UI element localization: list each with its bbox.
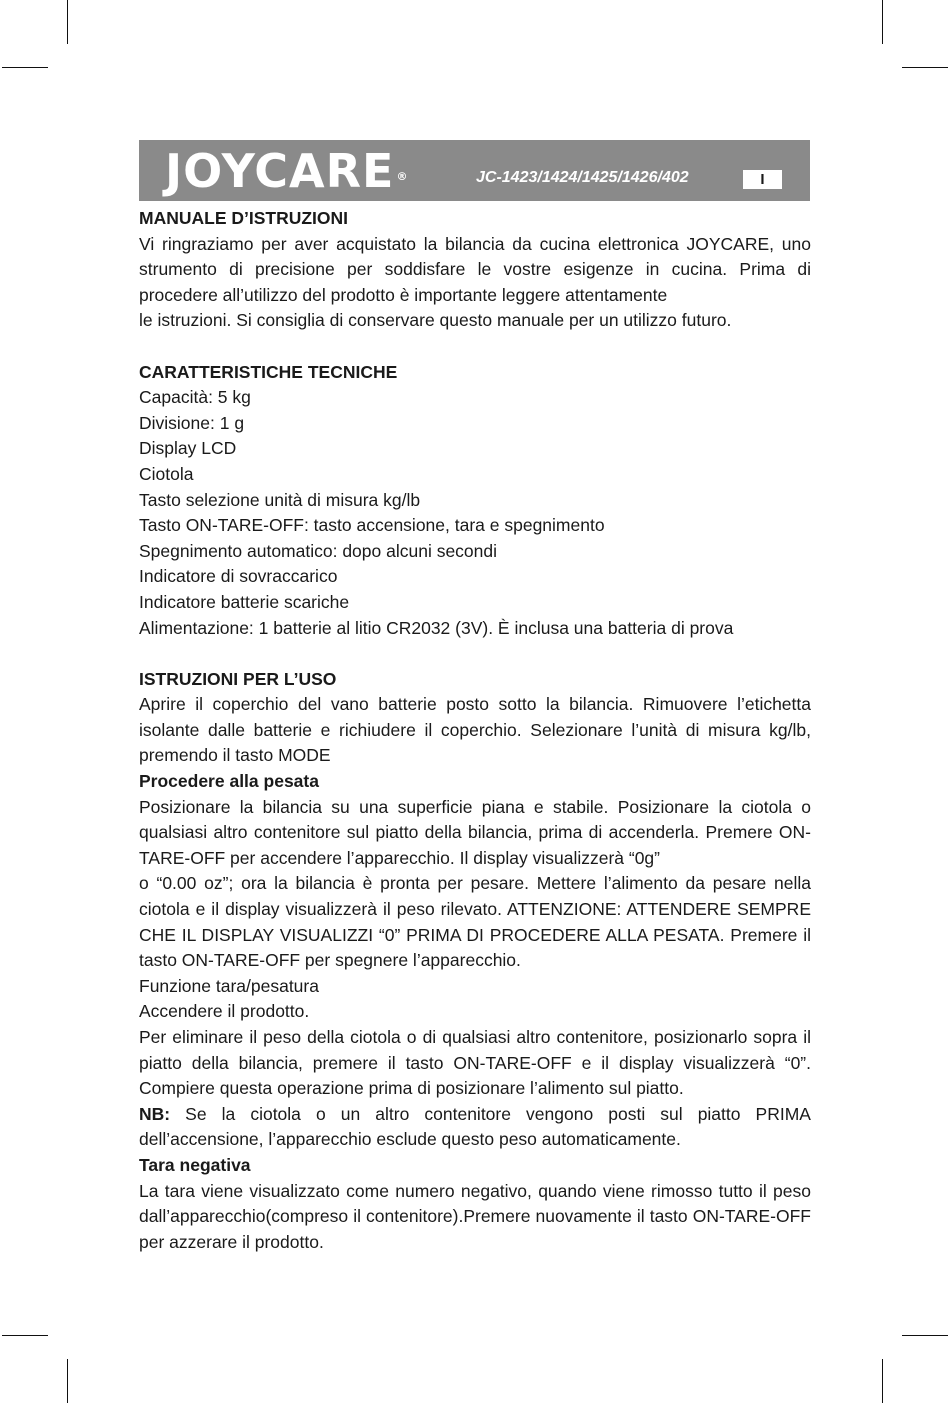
crop-mark	[67, 1359, 68, 1403]
usage-title: ISTRUZIONI PER L’USO	[139, 668, 337, 689]
manual-content	[139, 206, 811, 1255]
spec-item: Indicatore batterie scariche	[139, 591, 350, 612]
spec-item: Divisione: 1 g	[139, 412, 245, 433]
crop-mark	[882, 0, 883, 44]
spec-item: Spegnimento automatico: dopo alcuni secondi	[139, 540, 498, 561]
spec-item: Tasto selezione unità di misura kg/lb	[139, 489, 421, 510]
batteries-paragraph: Aprire il coperchio del vano batterie posto sotto la bilancia. Rimuovere l’etichetta isolante dalle batterie e richiudere il coperchio. Selezionare l’unità di misura kg/lb, premendo il tasto MODE	[139, 694, 811, 766]
crop-mark	[2, 67, 48, 68]
weighing-paragraph: Posizionare la bilancia su una superficie piana e stabile. Posizionare la ciotola o qualsiasi altro contenitore sul piatto della bilancia, prima di accenderla. Premere ON-TARE-OFF per accendere l’apparecchio. Il display visualizzerà “0g”	[139, 796, 811, 868]
tare-title: Funzione tara/pesatura	[139, 975, 319, 996]
crop-mark	[902, 67, 948, 68]
crop-mark	[882, 1359, 883, 1403]
crop-mark	[902, 1335, 948, 1336]
manual-title: MANUALE D’ISTRUZIONI	[139, 208, 349, 228]
spec-item: Alimentazione: 1 batterie al litio CR2032 (3V). È inclusa una batteria di prova	[139, 617, 734, 638]
spec-item: Ciotola	[139, 463, 194, 484]
model-numbers: JC-1423/1424/1425/1426/402	[476, 169, 689, 186]
specs-title: CARATTERISTICHE TECNICHE	[139, 361, 398, 382]
spec-item: Display LCD	[139, 438, 237, 459]
note-text: Se la ciotola o un altro contenitore vengono posti sul piatto PRIMA dell’accensione, l’apparecchio esclude questo peso automaticamente.	[139, 1103, 811, 1150]
intro-paragraph: Vi ringraziamo per aver acquistato la bilancia da cucina elettronica JOYCARE, uno strumento di precisione per soddisfare le vostre esigenze in cucina. Prima di procedere all’utilizzo del prodotto è importante leggere attentamente	[139, 233, 811, 305]
negative-tare-title: Tara negativa	[139, 1154, 251, 1175]
header-band	[139, 140, 810, 201]
crop-mark	[67, 0, 68, 44]
crop-mark	[2, 1335, 48, 1336]
brand-logo: JOYCARE ®	[165, 144, 409, 198]
tare-step: Accendere il prodotto.	[139, 1001, 310, 1022]
intro-paragraph-end: le istruzioni. Si consiglia di conservare questo manuale per un utilizzo futuro.	[139, 310, 732, 331]
weighing-title: Procedere alla pesata	[139, 771, 319, 792]
spec-item: Indicatore di sovraccarico	[139, 566, 338, 587]
tare-paragraph: Per eliminare il peso della ciotola o di qualsiasi altro contenitore, posizionarlo sopra il piatto della bilancia, premere il tasto ON-TARE-OFF e il display visualizzerà “0”. Compiere questa operazione prima di posizionare l’alimento sul piatto.	[139, 1027, 811, 1099]
spec-item: Capacità: 5 kg	[139, 387, 251, 408]
weighing-paragraph-cont: o “0.00 oz”; ora la bilancia è pronta per pesare. Mettere l’alimento da pesare nella ciotola e il display visualizzerà il peso rilevato. ATTENZIONE: ATTENDERE SEMPRE CHE IL DISPLAY VISUALIZZI “0” PRIMA DI PROCEDERE ALLA PESATA. Premere il tasto ON-TARE-OFF per spegnere l’apparecchio.	[139, 873, 811, 971]
language-badge: I	[743, 170, 782, 189]
negative-tare-paragraph: La tara viene visualizzato come numero negativo, quando viene rimosso tutto il peso dall’apparecchio(compreso il contenitore).Premere nuovamente il tasto ON-TARE-OFF per azzerare il prodotto.	[139, 1180, 811, 1252]
spec-item: Tasto ON-TARE-OFF: tasto accensione, tara e spegnimento	[139, 515, 605, 536]
note-label: NB:	[139, 1103, 171, 1124]
note-paragraph	[139, 1102, 811, 1153]
